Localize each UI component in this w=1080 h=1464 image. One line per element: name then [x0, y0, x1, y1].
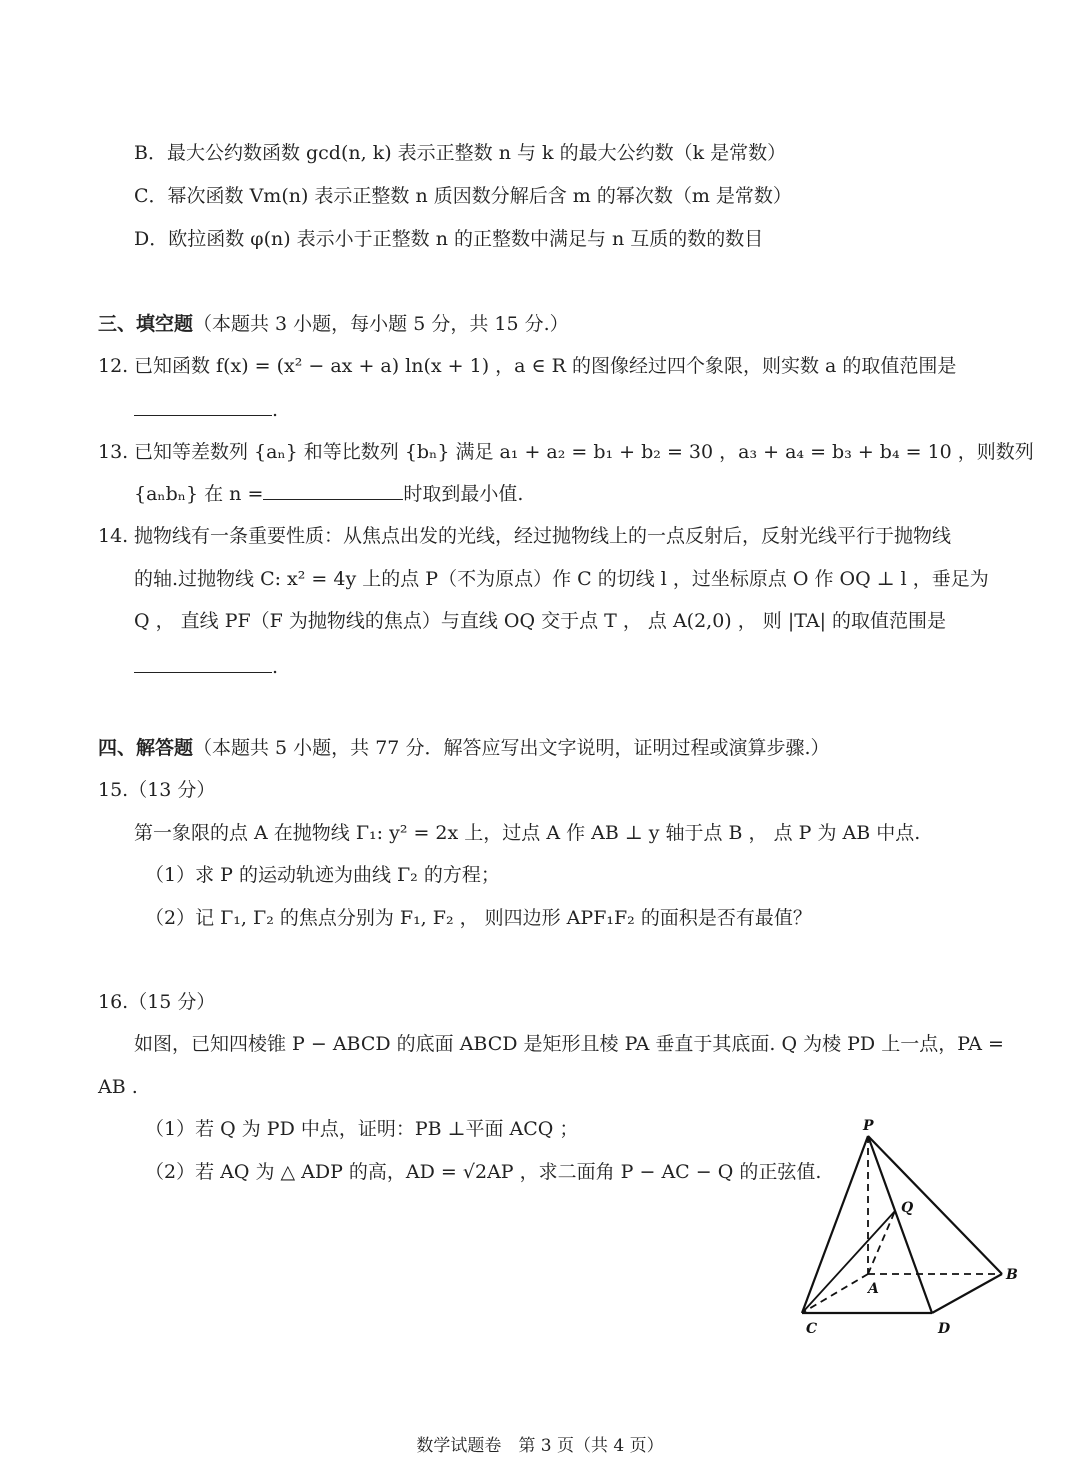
- edge-pc: [802, 1136, 868, 1313]
- q15-stem: 第一象限的点 A 在抛物线 Γ₁: y² = 2x 上，过点 A 作 AB ⊥ y 轴于点 B ， 点 P 为 AB 中点.: [134, 822, 921, 844]
- q14-text-line3: Q ， 直线 PF（F 为抛物线的焦点）与直线 OQ 交于点 T ， 点 A(2,0) ， 则 |TA| 的取值范围是: [134, 610, 947, 632]
- q12-number: 12.: [98, 355, 129, 377]
- label-b: B: [1006, 1267, 1018, 1283]
- q14-end: .: [272, 656, 279, 678]
- section3-title: 三、填空题: [98, 313, 194, 335]
- option-d: D．欧拉函数 φ(n) 表示小于正整数 n 的正整数中满足与 n 互质的数的数目: [134, 228, 764, 250]
- page-footer: 数学试题卷 第 3 页（共 4 页）: [416, 1436, 664, 1456]
- q13-text-line1: 已知等差数列 {aₙ} 和等比数列 {bₙ} 满足 a₁ + a₂ = b₁ + b₂ = 30 ，a₃ + a₄ = b₃ + b₄ = 10 ，则数列: [134, 441, 1034, 463]
- option-c: C．幂次函数 Vm(n) 表示正整数 n 质因数分解后含 m 的幂次数（m 是常数）: [134, 185, 792, 207]
- q15-part2: （2）记 Γ₁, Γ₂ 的焦点分别为 F₁, F₂ ， 则四边形 APF₁F₂ 的面积是否有最值？: [145, 907, 812, 929]
- q15-part1: （1）求 P 的运动轨迹为曲线 Γ₂ 的方程；: [145, 864, 500, 886]
- label-d: D: [938, 1321, 951, 1337]
- q12-end: .: [272, 399, 279, 421]
- pyramid-figure: [790, 1110, 1030, 1370]
- blank-line: [263, 481, 403, 500]
- blank-line: [134, 397, 272, 416]
- q16-stem-line1: 如图，已知四棱锥 P − ABCD 的底面 ABCD 是矩形且棱 PA 垂直于其底面. Q 为棱 PD 上一点，PA =: [134, 1033, 1004, 1055]
- line-cq: [802, 1211, 895, 1313]
- label-a: A: [868, 1281, 879, 1297]
- section4-heading: [98, 736, 829, 760]
- edge-ac: [802, 1274, 868, 1313]
- q16-header: 16.（15 分）: [98, 991, 216, 1013]
- q13-line2-post: 时取到最小值.: [403, 483, 524, 505]
- q13-number: 13.: [98, 441, 129, 463]
- q15-header: 15.（13 分）: [98, 779, 216, 801]
- q14-text-line2: 的轴.过抛物线 C: x² = 4y 上的点 P（不为原点）作 C 的切线 l ，过坐标原点 O 作 OQ ⊥ l ，垂足为: [134, 568, 989, 590]
- section4-note: （本题共 5 小题，共 77 分．解答应写出文字说明，证明过程或演算步骤.）: [193, 737, 830, 759]
- q14-number: 14.: [98, 525, 129, 547]
- label-q: Q: [901, 1200, 914, 1216]
- q12-answer-blank: [134, 397, 278, 422]
- edge-pb: [868, 1136, 1002, 1274]
- option-b: B．最大公约数函数 gcd(n, k) 表示正整数 n 与 k 的最大公约数（k 是常数）: [134, 142, 787, 164]
- q13-line2-pre: {aₙbₙ} 在 n =: [134, 483, 264, 505]
- q16-part2: （2）若 AQ 为 △ ADP 的高，AD = √2AP ，求二面角 P − AC − Q 的正弦值.: [145, 1161, 822, 1183]
- q16-part1: （1）若 Q 为 PD 中点，证明：PB ⊥平面 ACQ ；: [145, 1118, 579, 1140]
- blank-line: [134, 654, 272, 673]
- line-aq: [868, 1211, 895, 1274]
- q13-text-line2: [134, 481, 523, 506]
- label-p: P: [863, 1118, 874, 1134]
- q14-answer-blank: [134, 654, 278, 679]
- q12-text: 已知函数 f(x) = (x² − ax + a) ln(x + 1) ，a ∈ R 的图像经过四个象限，则实数 a 的取值范围是: [134, 355, 957, 377]
- edge-db: [932, 1274, 1002, 1313]
- section3-note: （本题共 3 小题，每小题 5 分，共 15 分.）: [193, 313, 569, 335]
- q14-text-line1: 抛物线有一条重要性质：从焦点出发的光线，经过抛物线上的一点反射后，反射光线平行于抛物线: [134, 525, 952, 547]
- q16-stem-line2: AB .: [98, 1076, 138, 1098]
- section4-title: 四、解答题: [98, 737, 194, 759]
- label-c: C: [806, 1321, 818, 1337]
- section3-heading: [98, 312, 569, 336]
